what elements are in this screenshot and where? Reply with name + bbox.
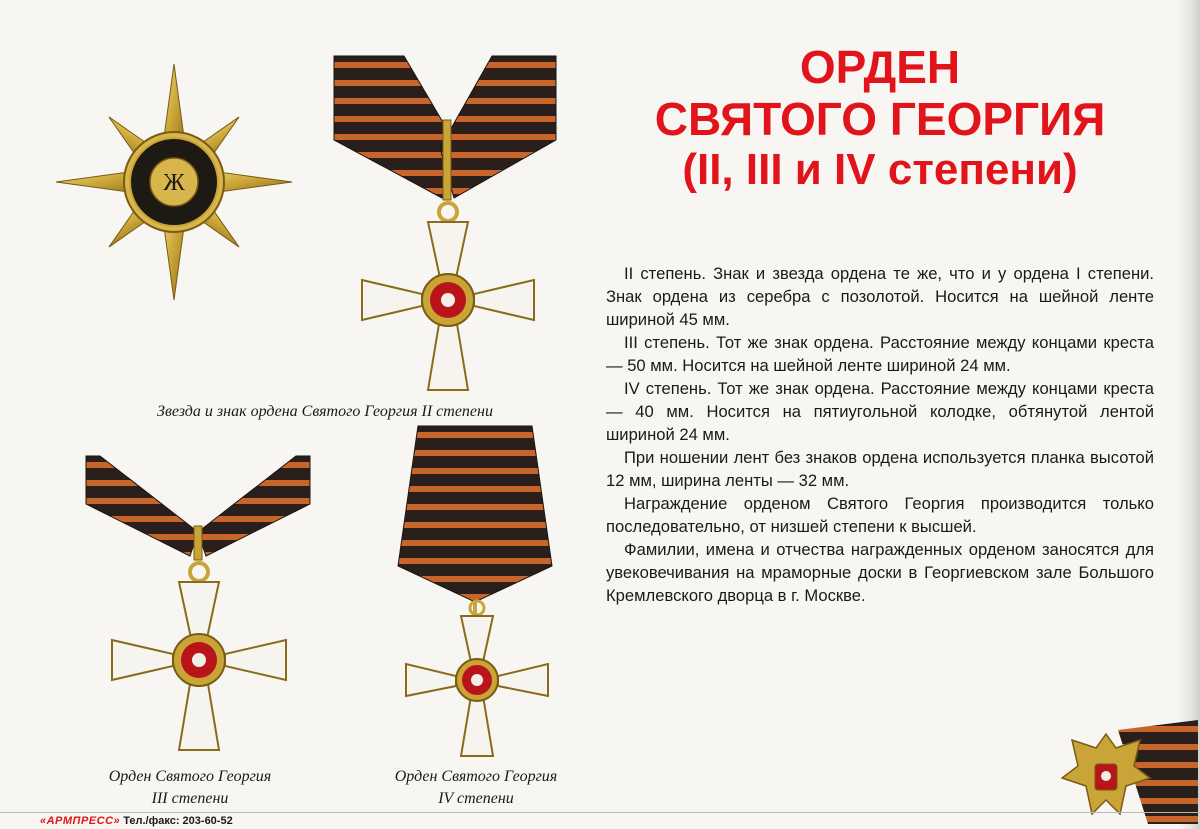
title-line-3: (II, III и IV степени) — [682, 145, 1078, 195]
title-line-2: СВЯТОГО ГЕОРГИЯ — [654, 92, 1106, 145]
caption-degree-4-line-1: Орден Святого Георгия — [394, 768, 558, 785]
degree-2-cross-icon — [360, 200, 536, 396]
title-line-1: ОРДЕН — [799, 41, 961, 93]
footer — [40, 815, 233, 827]
page-title — [610, 42, 1150, 194]
paragraph-award-order: Награждение орденом Святого Георгия производится только последовательно, от низшей степени к высшей. — [606, 494, 1154, 536]
caption-degree-3-line-1: Орден Святого Георгия — [108, 768, 272, 785]
page-edge — [1178, 0, 1200, 829]
paragraph-degree-2: II степень. Знак и звезда ордена те же, что и у ордена I степени. Знак ордена из серебра с позолотой. Носится на шейной ленте шириной 45 мм. — [606, 264, 1154, 329]
caption-degree-3-line-2: III степени — [151, 790, 229, 807]
caption-degree-4 — [366, 766, 586, 810]
degree-2-ribbon-icon — [334, 56, 556, 206]
order-star-icon — [52, 62, 296, 302]
degree-4-ribbon-icon — [398, 426, 552, 602]
paragraph-degree-4: IV степень. Тот же знак ордена. Расстояние между концами креста — 40 мм. Носится на пятиугольной колодке, обтянутой лентой шириной 24 мм. — [606, 379, 1154, 444]
caption-degree-3 — [80, 766, 300, 810]
publisher-contact: Тел./факс: 203-60-52 — [123, 815, 233, 827]
caption-degree-2: Звезда и знак ордена Святого Георгия II степени — [157, 403, 493, 420]
paragraph-ribbon-bar: При ношении лент без знаков ордена используется планка высотой 12 мм, ширина ленты — 32 мм. — [606, 448, 1154, 490]
double-headed-eagle-icon — [1048, 720, 1198, 824]
degree-4-cross-icon — [404, 600, 550, 760]
paragraph-marble-plaques: Фамилии, имена и отчества награжденных орденом заносятся для увековечивания на мраморные доски в Георгиевском зале Большого Кремлевского дворца в г. Москве. — [606, 540, 1154, 605]
description-text — [606, 262, 1154, 607]
caption-degree-4-line-2: IV степени — [438, 790, 514, 807]
degree-3-ribbon-icon — [86, 456, 310, 560]
publisher-brand: «АРМПРЕСС» — [40, 815, 121, 827]
paragraph-degree-3: III степень. Тот же знак ордена. Расстояние между концами креста — 50 мм. Носится на шейной ленте шириной 24 мм. — [606, 333, 1154, 375]
degree-3-cross-icon — [110, 560, 288, 756]
svg-text:Ж: Ж — [163, 170, 185, 196]
footer-divider — [0, 812, 1200, 813]
